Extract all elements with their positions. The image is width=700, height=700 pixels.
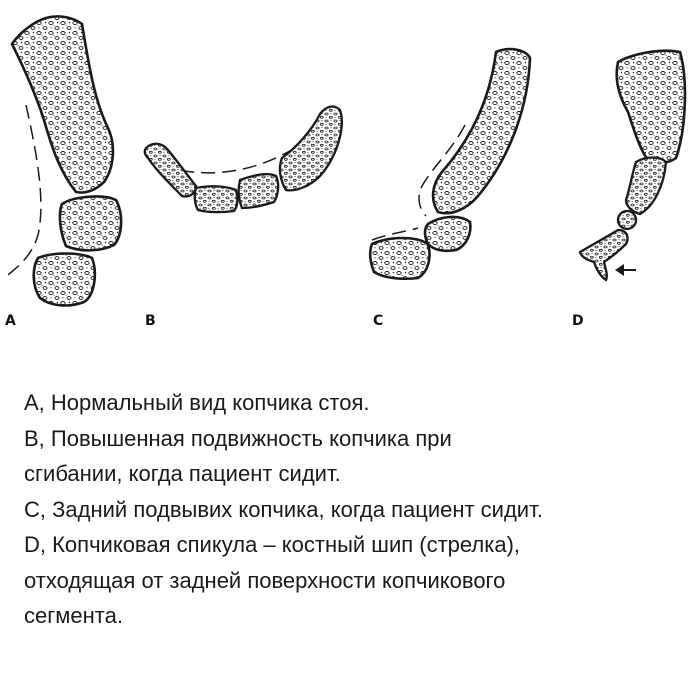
panel-label-c: C	[373, 313, 384, 329]
panel-c-sacrum	[433, 49, 530, 213]
caption-line-1: A, Нормальный вид копчика стоя.	[24, 390, 370, 415]
panel-a-illustration	[8, 16, 121, 305]
panel-b-illustration	[145, 107, 342, 213]
panel-label-b: B	[145, 313, 156, 329]
figure-caption	[24, 385, 684, 634]
caption-line-4: C, Задний подвывих копчика, когда пациент сидит.	[24, 496, 543, 522]
panel-label-a: A	[5, 313, 16, 329]
panel-b-segment-2	[195, 186, 238, 212]
panel-label-d: D	[572, 313, 584, 329]
left-arrow-icon	[615, 264, 636, 276]
panel-a-segment-1	[60, 197, 121, 251]
panel-d-segment-1	[626, 158, 666, 215]
coccyx-figure	[0, 0, 700, 345]
panel-a-dashed-line	[8, 105, 41, 275]
caption-line-3: сгибании, когда пациент сидит.	[24, 461, 341, 486]
panel-b-segment-1	[145, 144, 196, 197]
panel-c-illustration	[370, 49, 530, 279]
panel-c-segment-1	[425, 217, 470, 251]
caption-line-6: отходящая от задней поверхности копчикового	[24, 567, 506, 593]
caption-line-2: B, Повышенная подвижность копчика при	[24, 425, 452, 451]
panel-c-segment-2	[370, 238, 429, 279]
panel-a-segment-2	[34, 254, 95, 306]
caption-line-7: сегмента.	[24, 603, 123, 628]
panel-d-sacrum	[617, 51, 685, 163]
panel-d-illustration	[580, 51, 685, 280]
panel-a-sacrum	[12, 16, 113, 192]
panel-b-segment-3	[239, 174, 278, 208]
panel-d-segment-2	[618, 211, 636, 229]
caption-line-5: D, Копчиковая спикула – костный шип (стрелка),	[24, 532, 521, 557]
panel-b-sacrum	[280, 107, 342, 191]
